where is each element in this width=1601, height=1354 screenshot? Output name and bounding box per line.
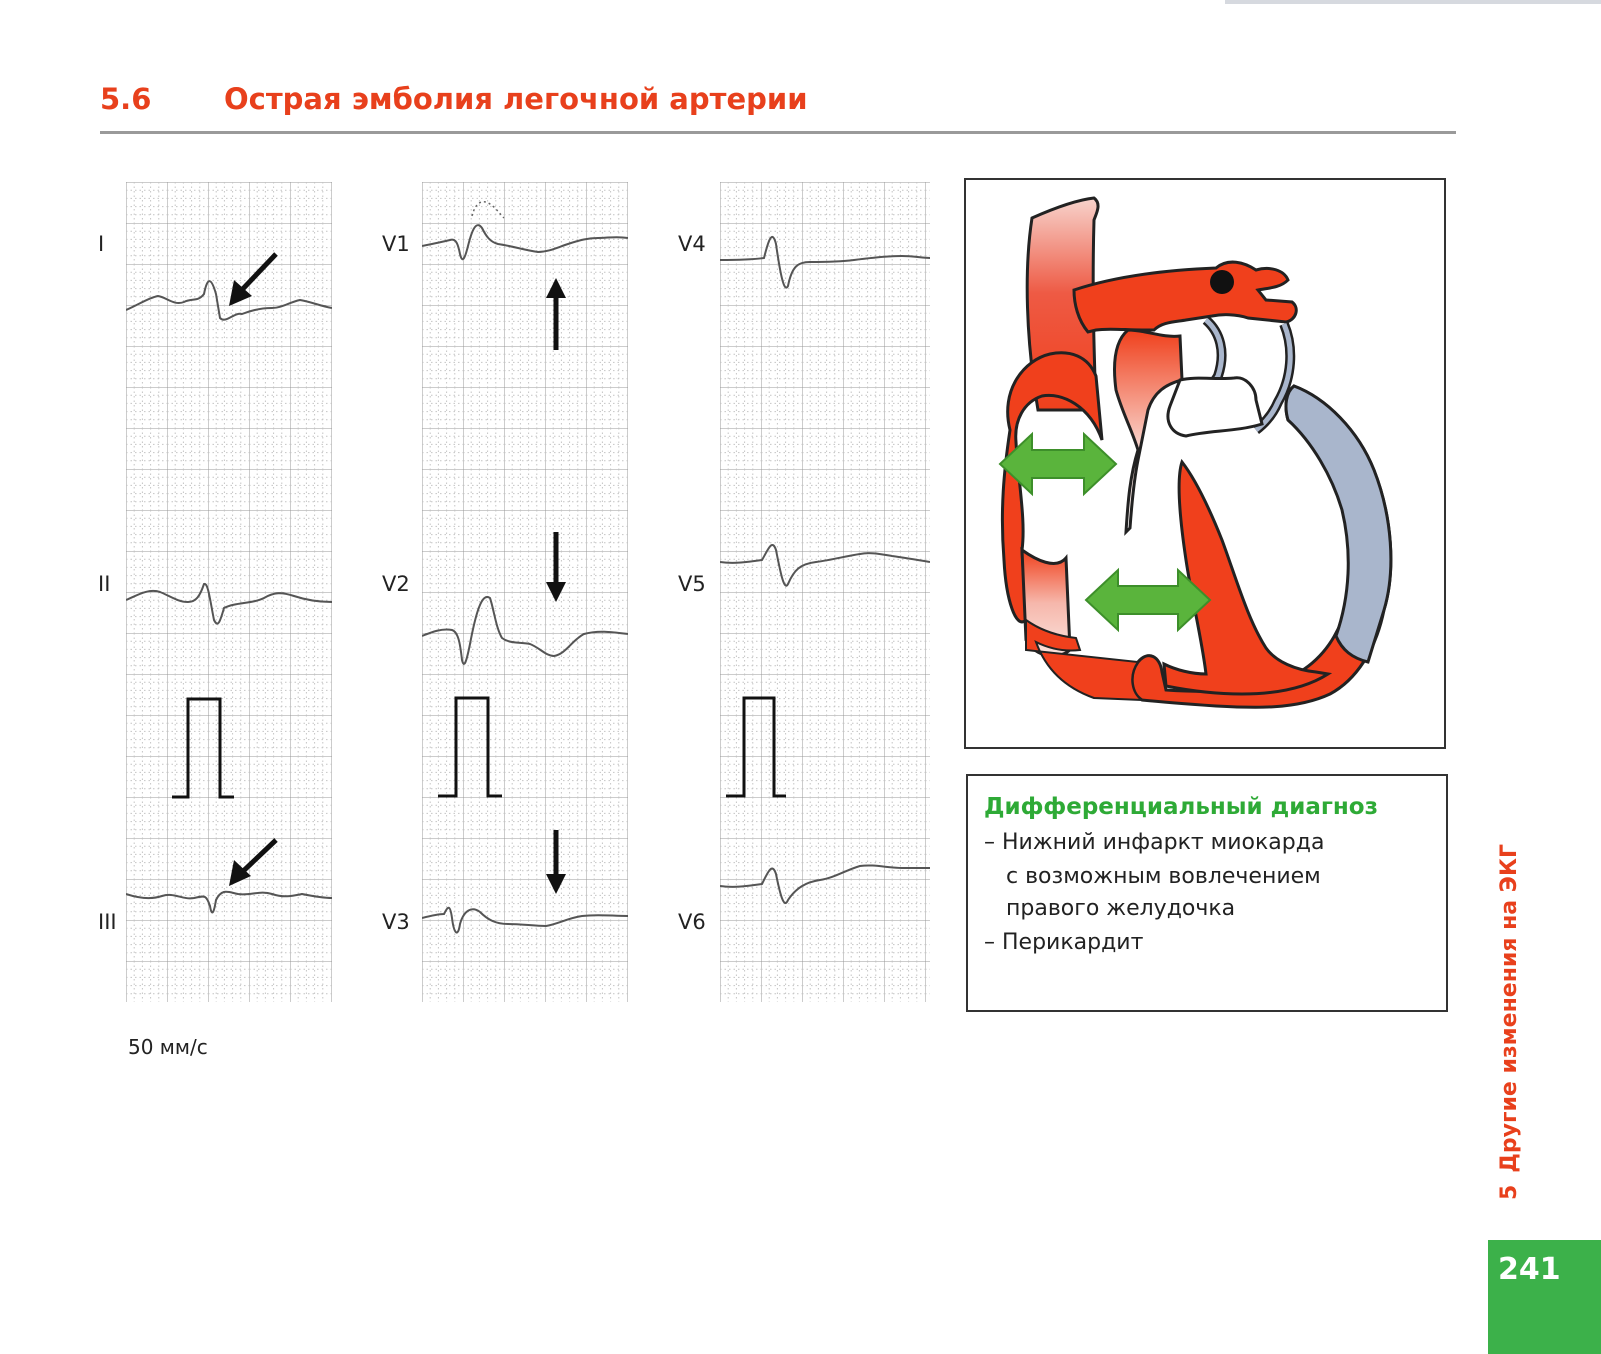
ddx-item-1-line-3: правого желудочка	[1006, 896, 1236, 921]
lead-label-V3: V3	[382, 910, 410, 934]
lead-label-I: I	[98, 232, 105, 256]
page-number-tab	[1488, 1240, 1601, 1354]
left-ventricle-blue	[1286, 386, 1391, 662]
ecg-column-limb	[126, 182, 332, 1002]
section-title: Острая эмболия легочной артерии	[224, 82, 808, 116]
pulmonary-trunk	[1074, 262, 1296, 332]
heart-illustration-panel	[964, 178, 1446, 749]
aortic-root	[1168, 378, 1262, 436]
ddx-item-2: – Перикардит	[984, 930, 1144, 955]
differential-diagnosis-box	[966, 774, 1448, 1012]
ecg-speed-label: 50 мм/с	[128, 1035, 208, 1059]
ecg-strip-v4-v6	[720, 182, 930, 1002]
heading-rule	[100, 131, 1456, 134]
page-number: 241	[1498, 1252, 1561, 1287]
chapter-title: Другие изменения на ЭКГ	[1497, 844, 1522, 1173]
ecg-strip-limb	[126, 182, 332, 1002]
lead-label-III: III	[98, 910, 117, 934]
ecg-strip-v1-v3	[422, 182, 628, 1002]
ddx-title: Дифференциальный диагноз	[984, 794, 1378, 820]
ddx-item-1-line-2: с возможным вовлечением	[1006, 864, 1321, 889]
ecg-column-v1-v3	[422, 182, 628, 1002]
interventricular-septum	[1164, 462, 1328, 694]
right-ventricle-wall	[1026, 620, 1142, 700]
chapter-side-label	[1497, 844, 1522, 1200]
chapter-number: 5	[1497, 1184, 1522, 1200]
heart-illustration	[966, 180, 1444, 747]
lead-label-V6: V6	[678, 910, 706, 934]
lead-label-II: II	[98, 572, 111, 596]
septum-upper	[1115, 330, 1183, 532]
lead-label-V4: V4	[678, 232, 706, 256]
ecg-column-v4-v6	[720, 182, 930, 1002]
lead-label-V1: V1	[382, 232, 410, 256]
lead-label-V5: V5	[678, 572, 706, 596]
ddx-item-1: – Нижний инфаркт миокарда	[984, 830, 1325, 855]
top-edge-rule	[1225, 0, 1601, 4]
section-number: 5.6	[100, 82, 152, 116]
embolus	[1210, 270, 1234, 294]
lead-label-V2: V2	[382, 572, 410, 596]
